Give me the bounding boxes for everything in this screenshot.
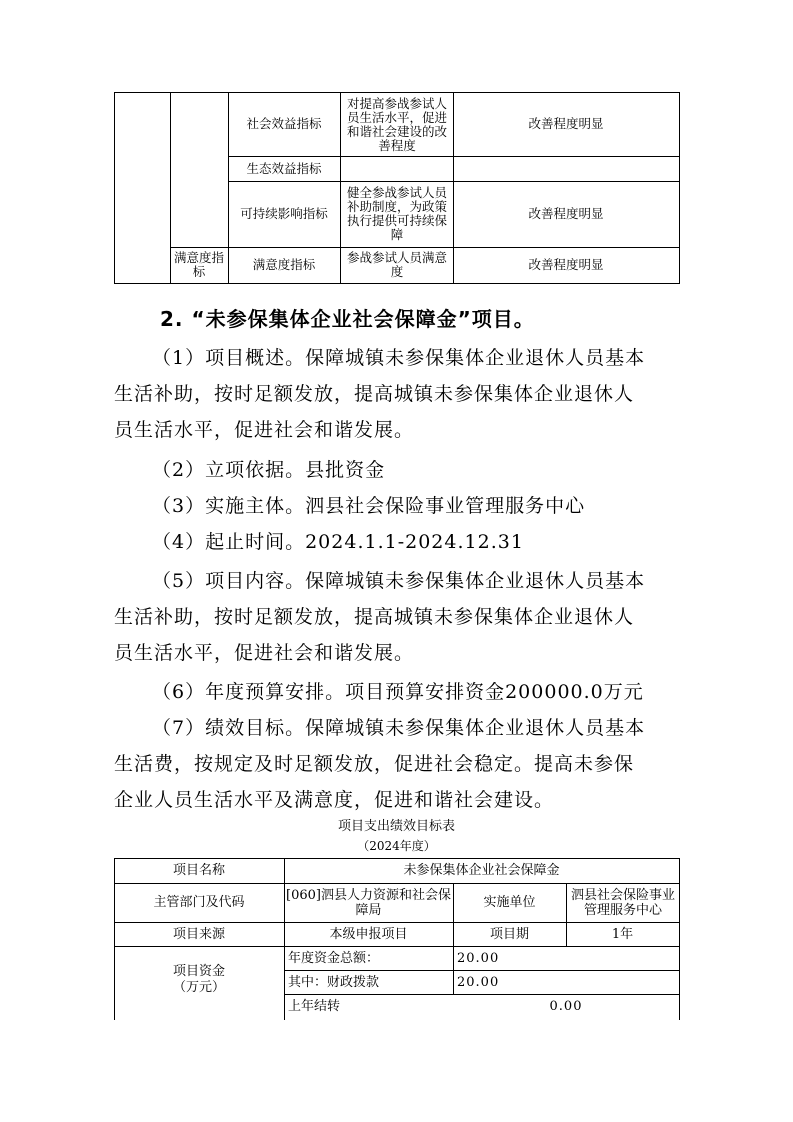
section-heading: 2. “未参保集体企业社会保障金”项目。 [160,307,535,331]
source: 本级申报项目 [329,926,408,942]
performance-target-table [114,858,680,1020]
p1-line1: （1）项目概述。保障城镇未参保集体企业退休人员基本 [152,347,646,369]
p1-line3: 员生活水平，促进社会和谐发展。 [114,419,415,441]
p5-line1: （5）项目内容。保障城镇未参保集体企业退休人员基本 [152,570,646,592]
value-satisfaction: 改善程度明显 [528,257,604,272]
content-social: 对提高参战参试人员生活水平，促进和谐社会建设的改善程度 [346,96,447,153]
source-label: 项目来源 [172,926,225,942]
dept: [060]泗县人力资源和社会保障局 [286,887,451,918]
impl-label: 实施单位 [483,895,536,910]
p7-line3: 企业人员生活水平及满意度，促进和谐社会建设。 [114,789,555,811]
carry-value: 0.00 [549,998,583,1014]
project-name: 未参保集体企业社会保障金 [403,863,560,878]
p1-line2: 生活补助，按时足额发放，提高城镇未参保集体企业退休人 [114,383,635,405]
p2: （2）立项依据。县批资金 [152,459,386,481]
table-year: （2024年度） [357,839,436,853]
p3: （3）实施主体。泗县社会保险事业管理服务中心 [152,495,586,517]
p7-line2: 生活费，按规定及时足额发放，促进社会稳定。提高未参保 [114,753,635,775]
indicator-social: 社会效益指标 [246,116,322,131]
total-value: 20.00 [457,950,500,966]
value-ecology [453,156,679,181]
value-social: 改善程度明显 [528,116,604,131]
p5-line2: 生活补助，按时足额发放，提高城镇未参保集体企业退休人 [114,606,635,628]
period: 1年 [611,926,634,942]
table-title: 项目支出绩效目标表 [337,819,455,834]
indicator-satisfaction: 满意度指标 [252,257,316,272]
performance-table-continued [114,92,680,284]
p7-line1: （7）绩效目标。保障城镇未参保集体企业退休人员基本 [152,717,646,739]
impl: 泗县社会保险事业管理服务中心 [570,887,675,918]
p4: （4）起止时间。2024.1.1-2024.12.31 [152,531,524,553]
value-sustainable: 改善程度明显 [528,206,604,221]
indicator-sustainable: 可持续影响指标 [240,206,328,221]
period-label: 项目期 [489,926,529,942]
fiscal-label: 其中：财政拨款 [288,974,380,990]
p6: （6）年度预算安排。项目预算安排资金200000.0万元 [152,681,644,703]
funds-label: 项目资金 [172,963,225,979]
content-sustainable: 健全参战参试人员补助制度，为政策执行提供可持续保障 [346,185,447,242]
p5-line3: 员生活水平，促进社会和谐发展。 [114,642,415,664]
funds-unit: （万元） [172,979,225,995]
indicator-ecology: 生态效益指标 [246,160,322,176]
total-label: 年度资金总额： [288,950,380,966]
dept-label: 主管部门及代码 [153,895,245,910]
fiscal-value: 20.00 [457,974,500,990]
content-satisfaction: 参战参试人员满意度 [346,250,447,279]
carry-label: 上年结转 [288,998,341,1014]
content-ecology [343,156,451,181]
category-satisfaction: 满意度指标 [173,250,224,279]
project-name-label: 项目名称 [172,863,225,878]
